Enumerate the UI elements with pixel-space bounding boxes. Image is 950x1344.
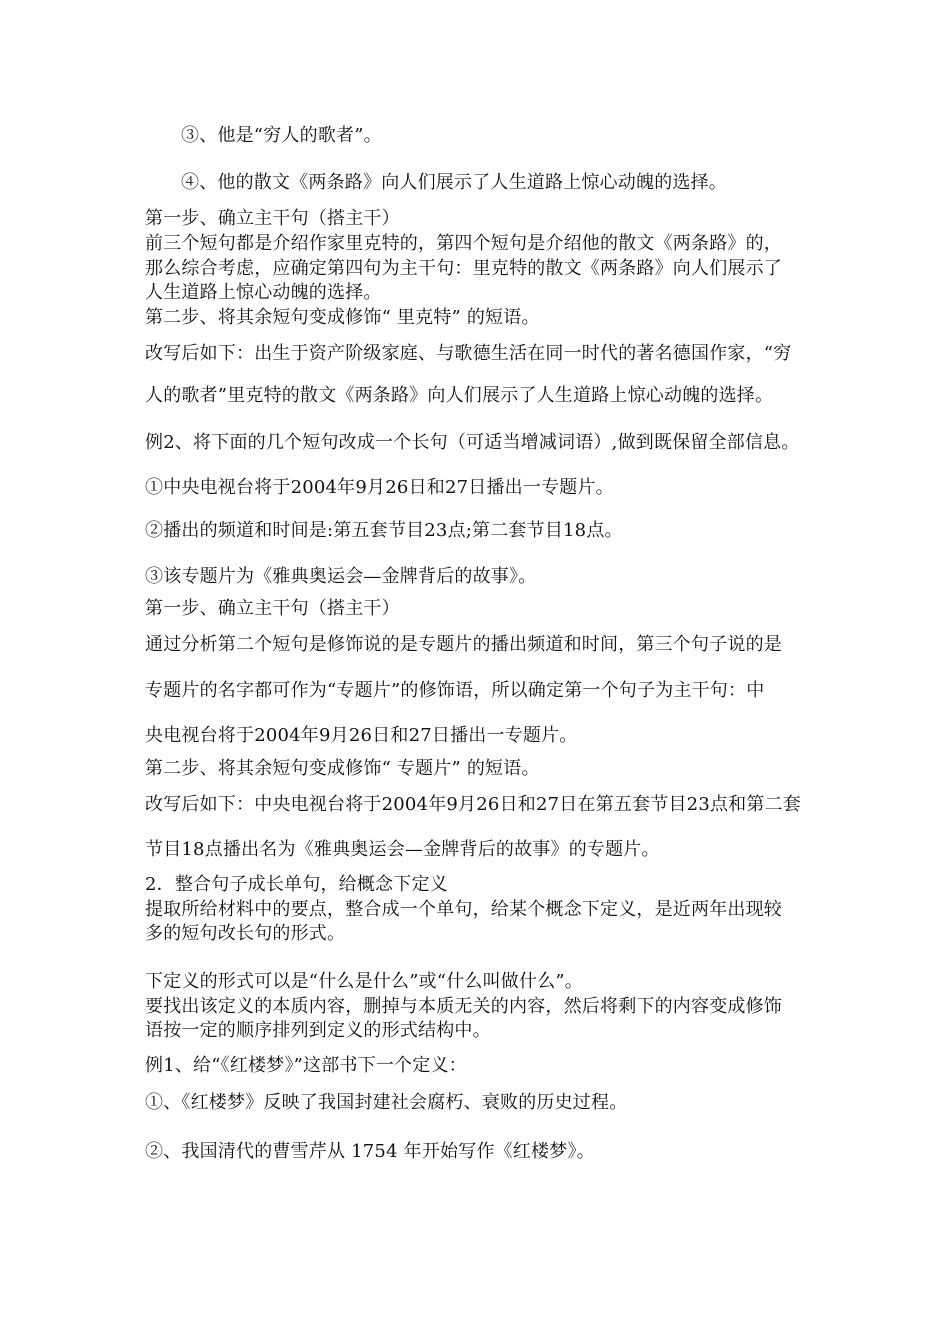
text-line: 例2、将下面的几个短句改成一个长句（可适当增减词语）,做到既保留全部信息。: [145, 432, 800, 453]
text-line: ③、他是“穷人的歌者”。: [181, 125, 382, 146]
text-line: 前三个短句都是介绍作家里克特的，第四个短句是介绍他的散文《两条路》的，: [145, 233, 782, 254]
text-line: 下定义的形式可以是“什么是什么”或“什么叫做什么”。: [145, 971, 584, 992]
text-line: 那么综合考虑，应确定第四句为主干句：里克特的散文《两条路》向人们展示了: [145, 258, 782, 279]
text-line: ①、《红楼梦》反映了我国封建社会腐朽、衰败的历史过程。: [145, 1092, 628, 1113]
text-line: 改写后如下：中央电视台将于2004年9月26日和27日在第五套节目23点和第二套: [145, 794, 801, 815]
text-line: 要找出该定义的本质内容，删掉与本质无关的内容，然后将剩下的内容变成修饰: [145, 996, 782, 1017]
text-line: 提取所给材料中的要点，整合成一个单句，给某个概念下定义，是近两年出现较: [145, 899, 782, 920]
text-line: 第二步、将其余短句变成修饰“ 里克特” 的短语。: [145, 307, 540, 328]
text-line: 例1、给“《红楼梦》”这部书下一个定义：: [145, 1055, 467, 1076]
text-line: ④、他的散文《两条路》向人们展示了人生道路上惊心动魄的选择。: [181, 172, 727, 193]
text-line: 央电视台将于2004年9月26日和27日播出一专题片。: [145, 725, 578, 746]
text-line: 节目18点播出名为《雅典奥运会—金牌背后的故事》的专题片。: [145, 839, 660, 860]
text-line: 人的歌者”里克特的散文《两条路》向人们展示了人生道路上惊心动魄的选择。: [145, 385, 774, 406]
text-line: ①中央电视台将于2004年9月26日和27日播出一专题片。: [145, 477, 614, 498]
text-line: 人生道路上惊心动魄的选择。: [145, 282, 382, 303]
text-line: ②、我国清代的曹雪芹从 1754 年开始写作《红楼梦》。: [145, 1141, 595, 1162]
text-line: 语按一定的顺序排列到定义的形式结构中。: [145, 1020, 491, 1041]
text-line: ③该专题片为《雅典奥运会—金牌背后的故事》。: [145, 566, 537, 587]
text-line: 通过分析第二个短句是修饰说的是专题片的播出频道和时间，第三个句子说的是: [145, 634, 782, 655]
text-line: 2．整合句子成长单句，给概念下定义: [145, 874, 448, 895]
text-line: ②播出的频道和时间是:第五套节目23点;第二套节目18点。: [145, 520, 623, 541]
text-line: 第二步、将其余短句变成修饰“ 专题片” 的短语。: [145, 758, 540, 779]
text-line: 专题片的名字都可作为“专题片”的修饰语，所以确定第一个句子为主干句：中: [145, 680, 765, 701]
text-line: 多的短句改长句的形式。: [145, 923, 346, 944]
text-line: 第一步、确立主干句（搭主干）: [145, 208, 400, 229]
text-line: 第一步、确立主干句（搭主干）: [145, 598, 400, 619]
text-line: 改写后如下：出生于资产阶级家庭、与歌德生活在同一时代的著名德国作家，“穷: [145, 343, 792, 364]
